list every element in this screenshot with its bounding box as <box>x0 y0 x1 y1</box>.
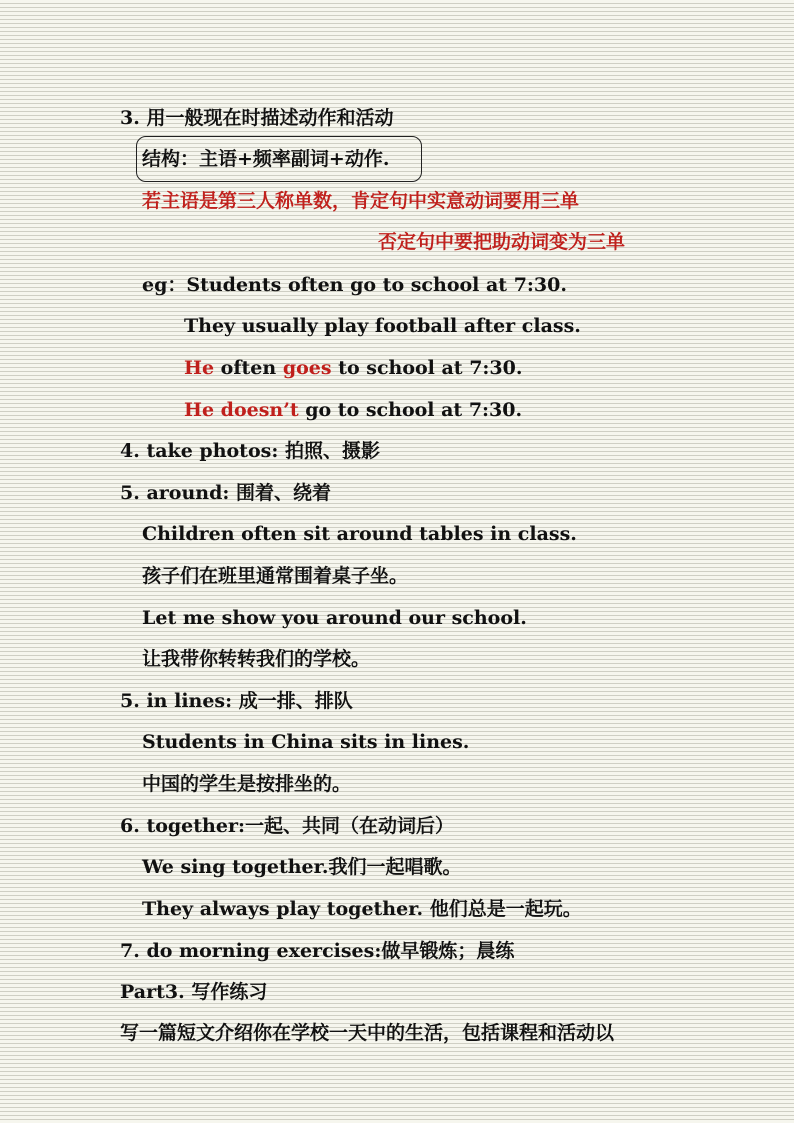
example-3-mid: often <box>214 357 283 379</box>
part3-prompt: 写一篇短文介绍你在学校一天中的生活，包括课程和活动以 <box>120 1022 615 1044</box>
item3-heading: 3. 用一般现在时描述动作和活动 <box>120 107 394 129</box>
part3-heading: Part3. 写作练习 <box>120 981 268 1003</box>
example-4 <box>184 398 522 422</box>
item5b-example-cn: 中国的学生是按排坐的。 <box>142 773 352 795</box>
example-3-subject: He <box>184 357 215 379</box>
example-1 <box>142 273 567 297</box>
rule-third-person: 若主语是第三人称单数，肯定句中实意动词要用三单 <box>142 190 580 212</box>
item5a-example-1-en: Children often sit around tables in class. <box>142 523 577 545</box>
example-2: They usually play football after class. <box>184 315 581 337</box>
item6-example-2: They always play together. 他们总是一起玩。 <box>142 898 582 920</box>
example-4-neg: He doesn’t <box>184 399 299 421</box>
item6-example-1: We sing together.我们一起唱歌。 <box>142 856 462 878</box>
example-3-verb: goes <box>282 357 332 379</box>
item4-heading: 4. take photos: 拍照、摄影 <box>120 440 380 462</box>
item5a-example-2-en: Let me show you around our school. <box>142 607 527 629</box>
item5a-example-1-cn: 孩子们在班里通常围着桌子坐。 <box>142 565 409 587</box>
example-3 <box>184 356 523 380</box>
item6-heading: 6. together:一起、共同（在动词后） <box>120 815 454 837</box>
eg-label: eg： <box>142 274 187 296</box>
item5b-heading: 5. in lines: 成一排、排队 <box>120 690 353 712</box>
example-3-rest: to school at 7:30. <box>331 357 523 379</box>
item5a-example-2-cn: 让我带你转转我们的学校。 <box>142 648 371 670</box>
rule-negative: 否定句中要把助动词变为三单 <box>378 231 626 253</box>
item5b-example-en: Students in China sits in lines. <box>142 731 470 753</box>
item7-heading: 7. do morning exercises:做早锻炼；晨练 <box>120 940 515 962</box>
example-1-text: Students often go to school at 7:30. <box>186 274 567 296</box>
structure-text: 结构：主语+频率副词+动作. <box>142 148 390 170</box>
example-4-rest: go to school at 7:30. <box>298 399 523 421</box>
item5a-heading: 5. around: 围着、绕着 <box>120 482 331 504</box>
